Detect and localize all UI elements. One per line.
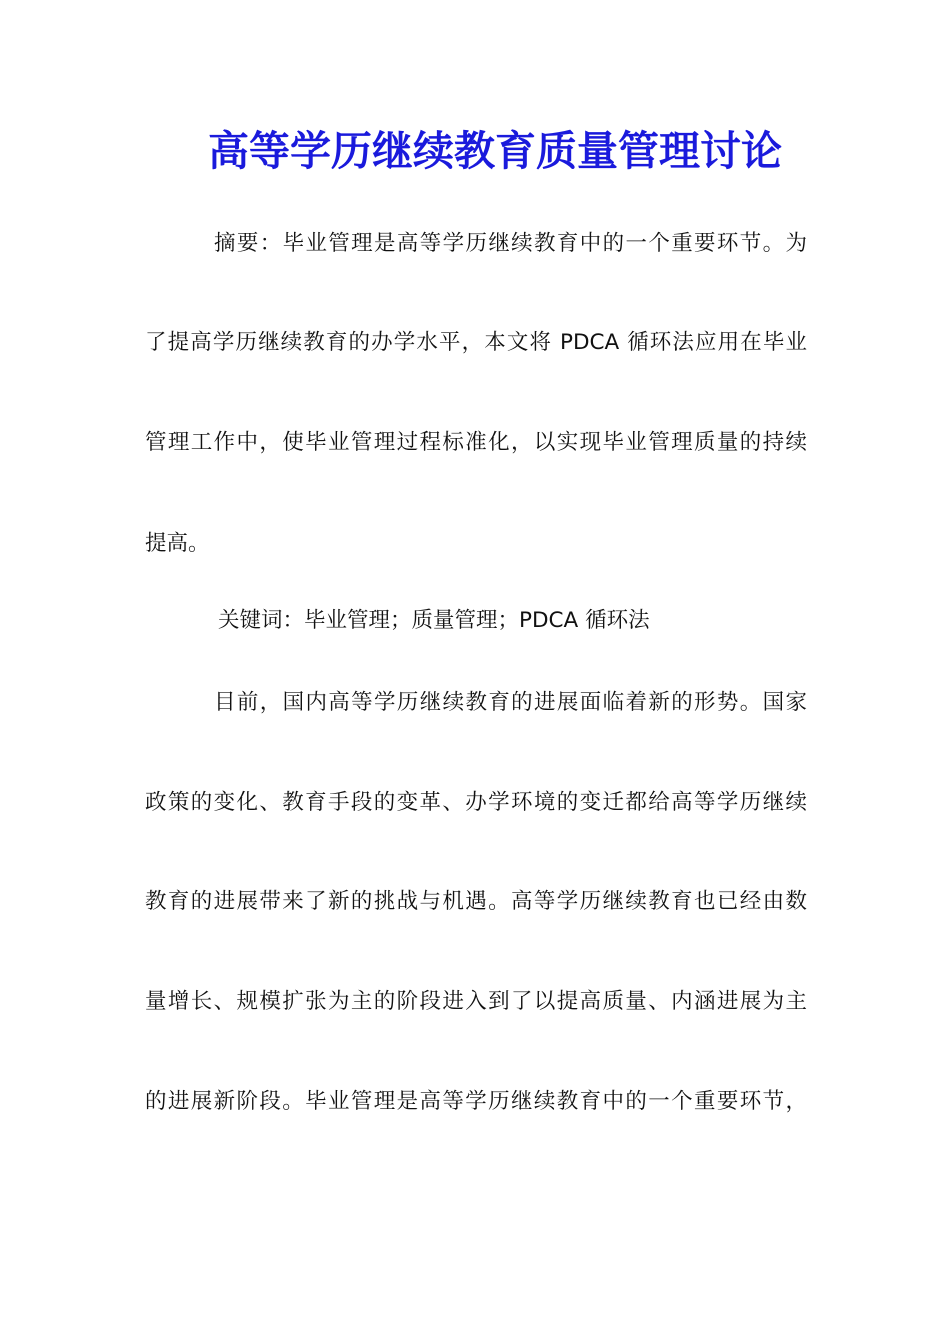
body-line-3: 教育的进展带来了新的挑战与机遇。高等学历继续教育也已经由数 bbox=[145, 889, 807, 914]
body-line-2: 政策的变化、教育手段的变革、办学环境的变迁都给高等学历继续 bbox=[145, 790, 807, 815]
document-title: 高等学历继续教育质量管理讨论 bbox=[208, 127, 782, 175]
abstract-line-4: 提高。 bbox=[145, 531, 210, 556]
body-line-1: 目前，国内高等学历继续教育的进展面临着新的形势。国家 bbox=[214, 690, 807, 715]
abstract-line-1: 摘要：毕业管理是高等学历继续教育中的一个重要环节。为 bbox=[214, 231, 807, 256]
keywords-line: 关键词：毕业管理；质量管理；PDCA 循环法 bbox=[218, 608, 650, 633]
body-line-5: 的进展新阶段。毕业管理是高等学历继续教育中的一个重要环节， bbox=[145, 1089, 807, 1114]
body-line-4: 量增长、规模扩张为主的阶段进入到了以提高质量、内涵进展为主 bbox=[145, 989, 807, 1014]
abstract-line-3: 管理工作中，使毕业管理过程标准化，以实现毕业管理质量的持续 bbox=[145, 430, 807, 455]
abstract-line-2: 了提高学历继续教育的办学水平，本文将 PDCA 循环法应用在毕业 bbox=[145, 330, 807, 355]
